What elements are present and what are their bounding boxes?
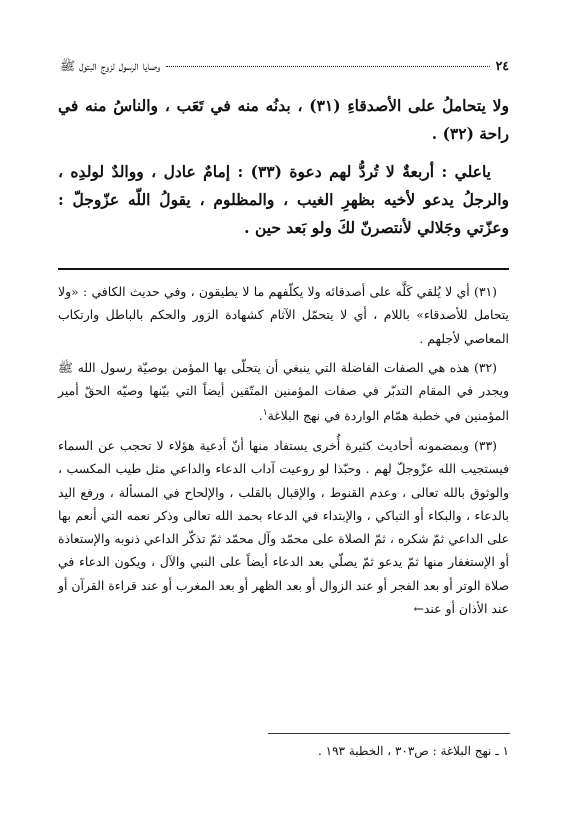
main-paragraph-1: ولا يتحاملُ على الأصدقاءِ (٣١) ، بدنُه منه في تَعَب ، والناسُ منه في راحة (٣٢) . (58, 96, 510, 143)
notes-divider (58, 268, 509, 270)
note-31: (٣١) أي لا يُلقي كَلَّه على أصدقائه ولا يكلّفهم ما لا يطيقون ، وفي حديث الكافي : «ولا يتحامل للأصدقاء» باللام ، أي لا يتحمّل الآثام كشهادة الزور والحكم بالباطل وارتكاب المعاصي لأجلهم . (58, 284, 509, 346)
running-header (60, 58, 509, 78)
main-text (58, 92, 509, 242)
page-number: ٢٤ (495, 58, 509, 73)
running-title: وصايا الرسول لزوج البتول ﷺ (60, 58, 161, 73)
footnote-divider (268, 733, 510, 734)
header-dot-leader (166, 66, 489, 67)
commentary-notes (58, 280, 509, 626)
main-paragraph-2: ياعلي : أربعةٌ لا تُردُّ لهم دعوة (٣٣) : إمامٌ عادل ، ووالدٌ لولدِه ، والرجلُ يدعو لأخيه بظهرِ الغيب ، والمظلوم ، يقولُ اللّه عزّوجلّ : وعزّتي وجَلالي لأنتصرنّ لكَ ولو بَعد حين . (58, 162, 509, 237)
note-32-footnote-ref: ١ (262, 408, 268, 419)
note-32: (٣٢) هذه هي الصفات الفاضلة التي ينبغي أن يتحلّى بها المؤمن بوصيّة رسول الله ﷺ ويجدر في المقام التدبّر في صفات المؤمنين المتّقين أيضاً التي بيّنها وصيّه الحقّ أمير المؤمنين في خطبة همّام الواردة في نهج البلاغة$^١$. (58, 359, 509, 424)
note-32-text: (٣٢) هذه هي الصفات الفاضلة التي ينبغي أن يتحلّى بها المؤمن بوصيّة رسول الله ﷺ ويجدر في المقام التدبّر في صفات المؤمنين المتّقين أيضاً التي بيّنها وصيّه الحقّ أمير المؤمنين في خطبة همّام الواردة في نهج البلاغة (58, 359, 509, 424)
note-33: (٣٣) وبمضمونه أحاديث كثيرة أُخرى يستفاد منها أنّ أدعية هؤلاء لا تحجب عن السماء فيستجيب الله عزّوجلّ لهم . وحبّذا لو روعيت آداب الدعاء والداعي مثل طيب المكسب ، والوثوق بالله تعالى ، وعدم القنوط ، والإقبال بالقلب ، والإلحاح في المسألة ، ورفع اليد بالدعاء ، والبكاء أو التباكي ، والإبتداء في الدعاء بحمد الله تعالى وذكر نعمه التي أنعم بها على الداعي ثمّ شكره ، ثمّ الصلاة على محمّد وآل محمّد ثمّ تذكّر الداعي ذنوبه والإستعاذة أو الإستغفار منها ثمّ يدعو ثمّ يصلّي بعد الدعاء أيضاً على النبي والآل ، ويكون الدعاء في صلاة الوتر أو بعد الفجر أو عند الزوال أو بعد الظهر أو بعد المغرب أو عند قراءة القرآن أو عند الأذان أو عند← (58, 437, 509, 616)
footnote: ١ ـ نهج البلاغة : ص٣٠٣ ، الخطبة ١٩٣ . (318, 744, 509, 758)
